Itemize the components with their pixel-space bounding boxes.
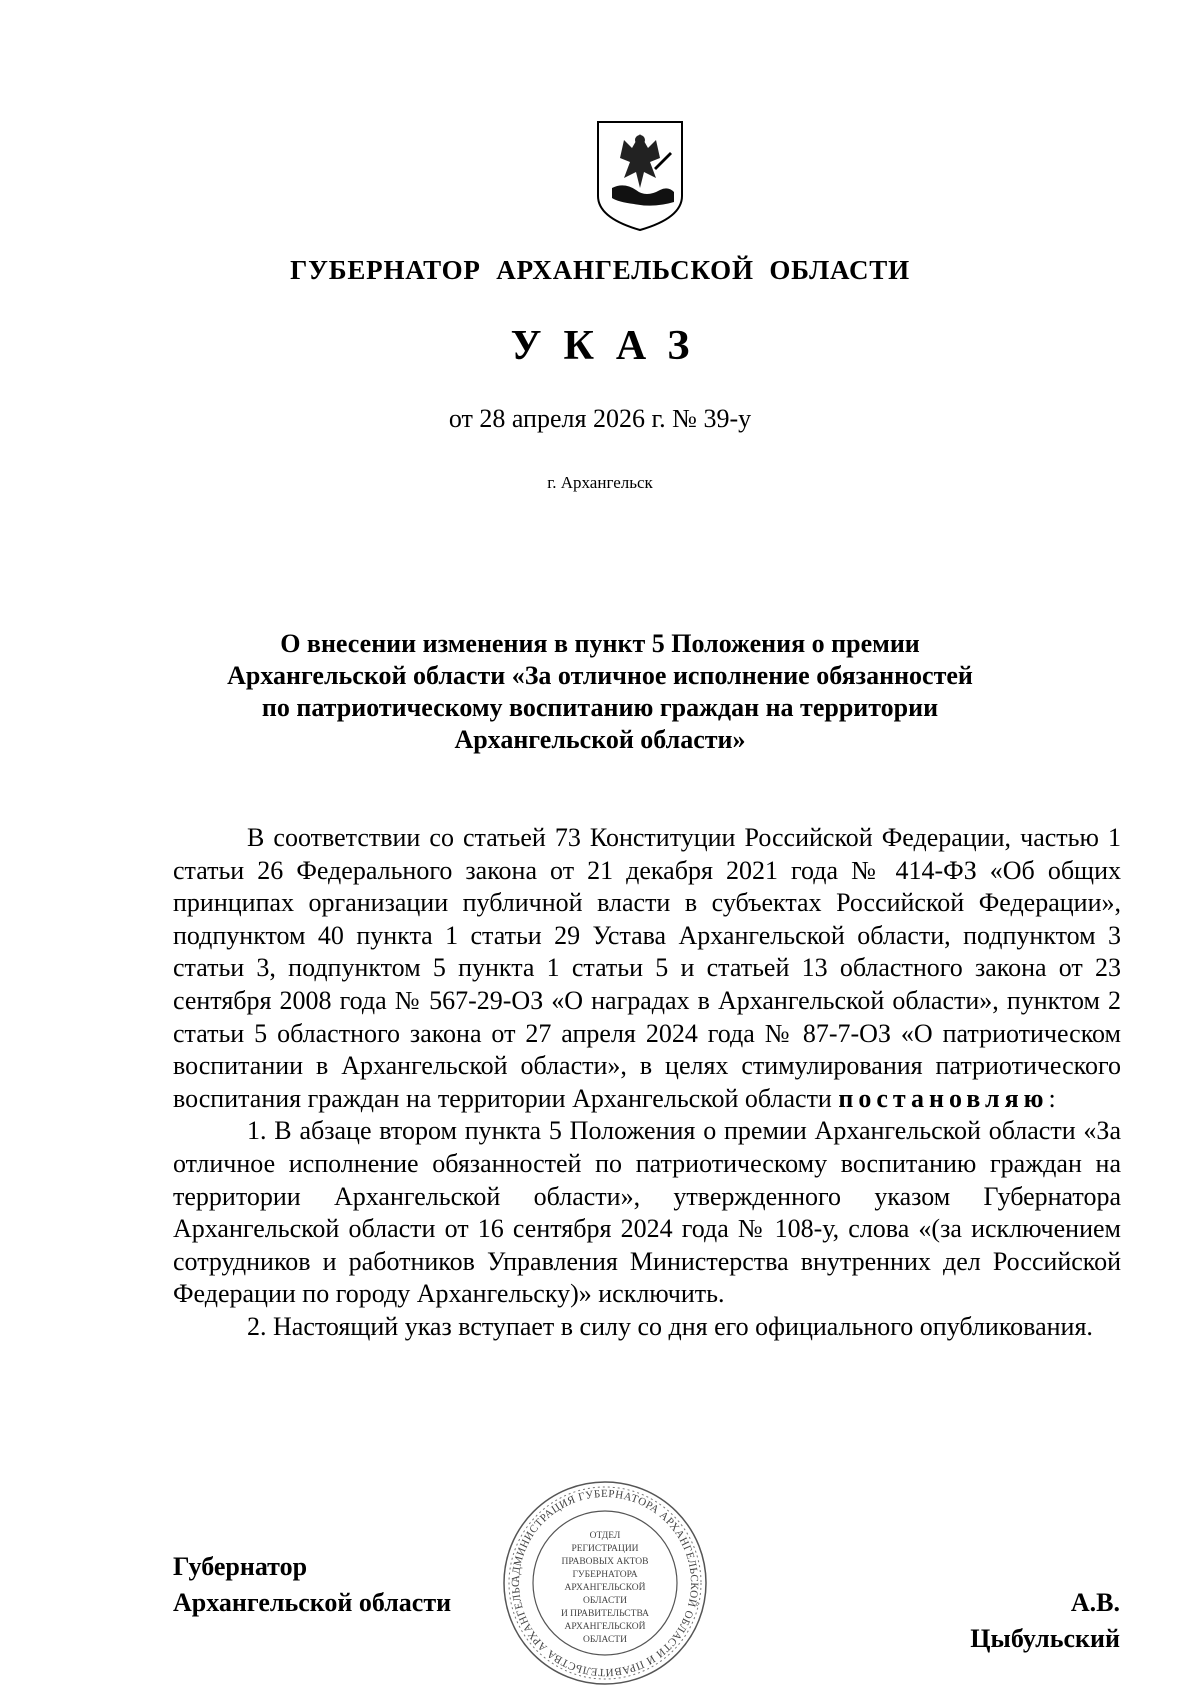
title-line: по патриотическому воспитанию граждан на территории bbox=[261, 693, 939, 722]
seal-line: ПРАВОВЫХ АКТОВ bbox=[561, 1557, 649, 1567]
document-date-number: от 28 апреля 2026 г. № 39-у bbox=[448, 404, 752, 433]
document-city: г. Архангельск bbox=[547, 473, 653, 492]
signatory-name: А.В. Цыбульский bbox=[970, 1588, 1120, 1653]
seal-line: ОБЛАСТИ bbox=[583, 1596, 627, 1606]
document-type: УКАЗ bbox=[510, 323, 712, 369]
seal-line: РЕГИСТРАЦИИ bbox=[571, 1544, 639, 1554]
title-line: Архангельской области «За отличное исполнение обязанностей bbox=[227, 661, 973, 690]
document-title bbox=[170, 628, 1030, 756]
seal-outer-text: АДМИНИСТРАЦИЯ ГУБЕРНАТОРА АРХАНГЕЛЬСКОЙ ОБЛАСТИ И ПРАВИТЕЛЬСТВА АРХАНГЕЛЬС bbox=[509, 1487, 701, 1679]
seal-line: ГУБЕРНАТОРА bbox=[572, 1570, 638, 1580]
decree-colon: : bbox=[1048, 1083, 1056, 1113]
title-line: О внесении изменения в пункт 5 Положения о премии bbox=[280, 629, 920, 658]
preamble-paragraph bbox=[173, 822, 1121, 1115]
coat-of-arms-icon bbox=[594, 118, 686, 234]
position-line: Губернатор bbox=[173, 1552, 308, 1581]
clause-1: 1. В абзаце втором пункта 5 Положения о премии Архангельской области «За отличное исполнение обязанностей по патриотическому воспитанию граждан на территории Архангельской области», утвержденного указом Губернатора Архангельской области от 16 сентября 2024 года № 108-у, слова «(за исключением сотрудников и работников Управления Министерства внутренних дел Российской Федерации по городу Архангельску)» исключить. bbox=[173, 1116, 1121, 1309]
title-line: Архангельской области» bbox=[454, 725, 746, 754]
position-line: Архангельской области bbox=[173, 1588, 452, 1617]
seal-line: ОТДЕЛ bbox=[589, 1531, 621, 1541]
seal-line: ОБЛАСТИ bbox=[583, 1635, 627, 1645]
document-body bbox=[173, 822, 1121, 1344]
seal-line: АРХАНГЕЛЬСКОЙ bbox=[564, 1583, 646, 1593]
preamble-text: В соответствии со статьей 73 Конституции Российской Федерации, частью 1 статьи 26 Федерального закона от 21 декабря 2021 года № 414-ФЗ «Об общих принципах организации публичной власти в субъектах Российской Федерации», подпунктом 40 пункта 1 статьи 29 Устава Архангельской области, подпунктом 3 статьи 3, подпунктом 5 пункта 1 статьи 5 и статьей 13 областного закона от 23 сентября 2008 года № 567-29-ОЗ «О наградах в Архангельской области», пунктом 2 статьи 5 областного закона от 27 апреля 2024 года № 87-7-ОЗ «О патриотическом воспитании в Архангельской области», в целях стимулирования патриотического воспитания граждан на территории Архангельской области bbox=[173, 823, 1121, 1113]
decree-word: постановляю bbox=[838, 1083, 1049, 1113]
issuer-title: ГУБЕРНАТОР АРХАНГЕЛЬСКОЙ ОБЛАСТИ bbox=[290, 255, 910, 285]
signatory-position bbox=[173, 1549, 451, 1621]
seal-line: АРХАНГЕЛЬСКОЙ bbox=[564, 1622, 646, 1632]
official-seal-icon bbox=[500, 1478, 710, 1688]
clause-2: 2. Настоящий указ вступает в силу со дня его официального опубликования. bbox=[247, 1311, 1093, 1341]
seal-line: И ПРАВИТЕЛЬСТВА bbox=[560, 1609, 650, 1619]
